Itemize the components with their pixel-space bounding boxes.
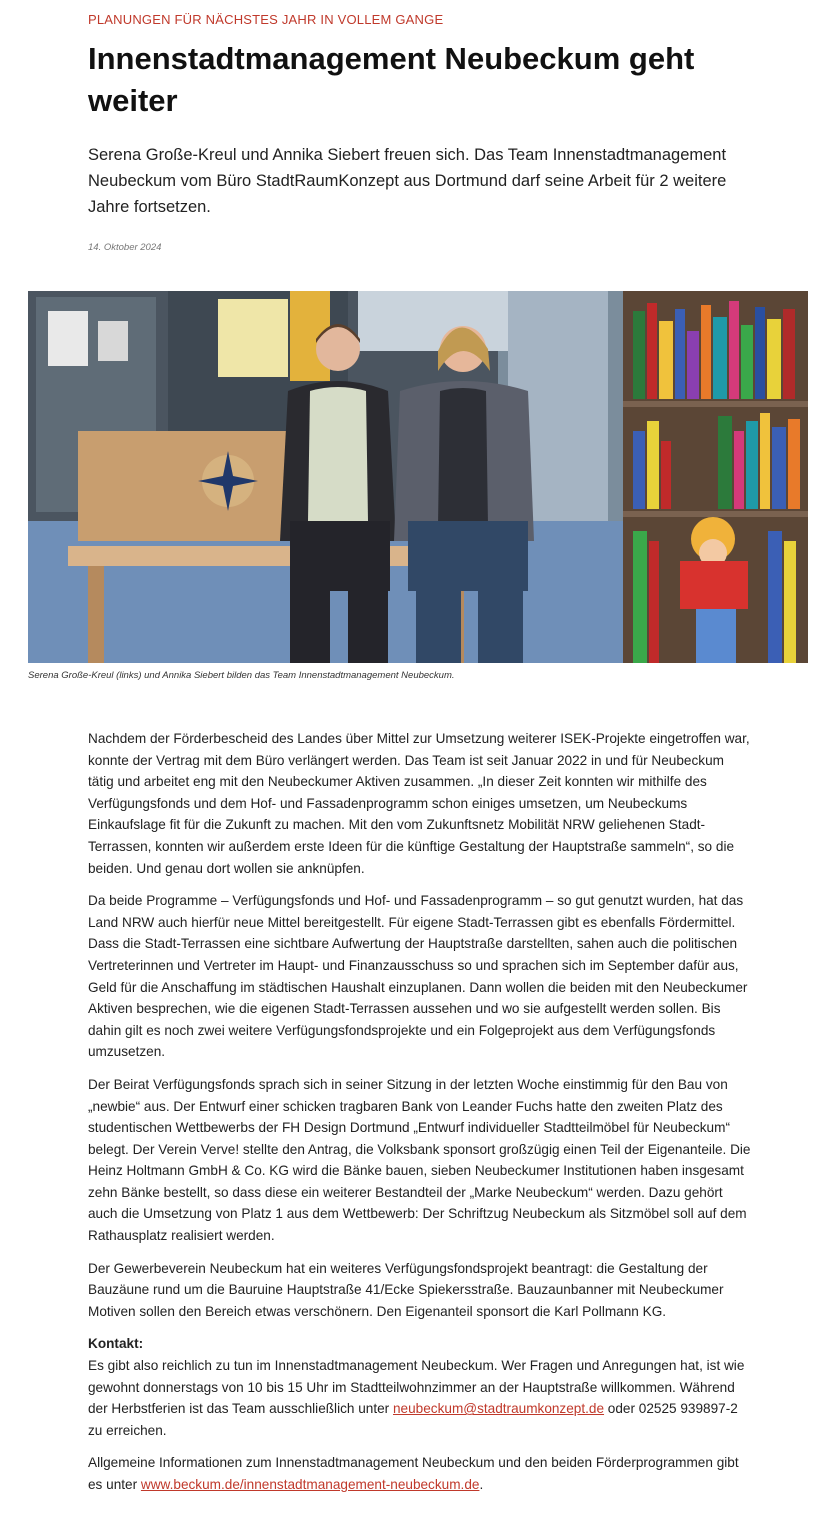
article-body xyxy=(88,728,752,1507)
contact-text: Es gibt also reichlich zu tun im Innenstadtmanagement Neubeckum. Wer Fragen und Anregungen hat, ist wie gewohnt donnerstags von 10 bis 15 Uhr im Stadtteilwohnzimmer an der Hauptstraße willkommen. Während der Herbstferien ist das Team ausschließlich unter xyxy=(88,1358,745,1417)
article-paragraph: Da beide Programme – Verfügungsfonds und Hof- und Fassadenprogramm – so gut genutzt wurden, hat das Land NRW auch hierfür neue Mittel bereitgestellt. Für eigene Stadt-Terrassen gibt es ebenfalls Fördermittel. Dass die Stadt-Terrassen eine sichtbare Aufwertung der Hauptstraße darstellten, sahen auch die politischen Vertreterinnen und Vertreter im Haupt- und Finanzausschuss so und sprachen sich im September dafür aus, Geld für die Anschaffung im städtischen Haushalt einzuplanen. Dann wollen die beiden mit den Neubeckumer Aktiven besprechen, wie die eigenen Stadt-Terrassen aussehen und wo sie aufgestellt werden sollen. Bis dahin gilt es noch zwei weitere Verfügungsfondsprojekte und ein Folgeprojekt aus dem Verfügungsfonds umzusetzen. xyxy=(88,893,748,1060)
article-paragraph: Der Gewerbeverein Neubeckum hat ein weiteres Verfügungsfondsprojekt beantragt: die Gestaltung der Bauzäune rund um die Bauruine Hauptstraße 41/Ecke Spiekersstraße. Bauzaunbanner mit Neubeckumer Motiven sollen den Bereich etwas verschönern. Den Eigenanteil sponsort die Karl Pollmann KG. xyxy=(88,1260,724,1319)
info-website-link[interactable]: www.beckum.de/innenstadtmanagement-neubeckum.de xyxy=(140,1477,480,1492)
article-paragraph: Nachdem der Förderbescheid des Landes über Mittel zur Umsetzung weiterer ISEK-Projekte eingetroffen war, konnte der Vertrag mit dem Büro verlängert werden. Das Team ist seit Januar 2022 in und für Neubeckum tätig und arbeitet eng mit den Neubeckumer Aktiven zusammen. „In dieser Zeit konnten wir mithilfe des Verfügungsfonds und dem Hof- und Fassadenprogramm schon einiges umsetzen, um Neubeckums Einkaufslage fit für die Zukunft zu machen. Mit den vom Zukunftsnetz Mobilität NRW geliehenen Stadt-Terrassen, konnten wir außerdem erste Ideen für die künftige Gestaltung der Hauptstraße sammeln“, so die beiden. Und genau dort wollen sie anknüpfen. xyxy=(88,731,750,876)
contact-email-link[interactable]: neubeckum@stadtraumkonzept.de xyxy=(393,1401,605,1417)
article-paragraph: Der Beirat Verfügungsfonds sprach sich in seiner Sitzung in der letzten Woche einstimmig für den Bau von „newbie“ aus. Der Entwurf einer schicken tragbaren Bank von Leander Fuchs hatte den zweiten Platz des studentischen Wettbewerbs der FH Design Dortmund „Entwurf individueller Stadtteilmöbel für Neubeckum“ belegt. Der Verein Verve! stellte den Antrag, die Volksbank sponsort großzügig einen Teil der Eigenanteile. Die Heinz Holtmann GmbH & Co. KG wird die Bänke bauen, sieben Neubeckumer Institutionen haben insgesamt zehn Bänke bestellt, so dass diese ein weiterer Bestandteil der „Marke Neubeckum“ werden. Dazu gehört auch die Umsetzung von Platz 1 aus dem Wettbewerb: Der Schriftzug Neubeckum als Sitzmöbel soll auf dem Rathausplatz realisiert werden. xyxy=(88,1076,751,1244)
photo-caption: Serena Große-Kreul (links) und Annika Siebert bilden das Team Innenstadtmanagement Neubeckum. xyxy=(28,670,455,681)
contact-section xyxy=(88,1333,752,1441)
article-lead: Serena Große-Kreul und Annika Siebert freuen sich. Das Team Innenstadtmanagement Neubeckum vom Büro StadtRaumKonzept aus Dortmund darf seine Arbeit für 2 weitere Jahre fortsetzen. xyxy=(88,146,727,216)
article-photo xyxy=(28,291,808,663)
contact-text: zu erreichen. xyxy=(88,1422,167,1438)
info-paragraph xyxy=(88,1452,752,1495)
article-kicker: PLANUNGEN FÜR NÄCHSTES JAHR IN VOLLEM GANGE xyxy=(88,12,444,27)
article-date: 14. Oktober 2024 xyxy=(88,242,162,253)
info-text: . xyxy=(479,1477,484,1492)
info-text: Allgemeine Informationen zum Innenstadtmanagement Neubeckum und den beiden Förderprogrammen gibt es unter xyxy=(88,1455,739,1492)
article-headline: Innenstadtmanagement Neubeckum geht weiter xyxy=(88,41,695,118)
contact-phone: 02525 939897-2 xyxy=(638,1401,738,1417)
contact-label: Kontakt: xyxy=(88,1336,144,1352)
contact-text: oder xyxy=(604,1401,639,1417)
